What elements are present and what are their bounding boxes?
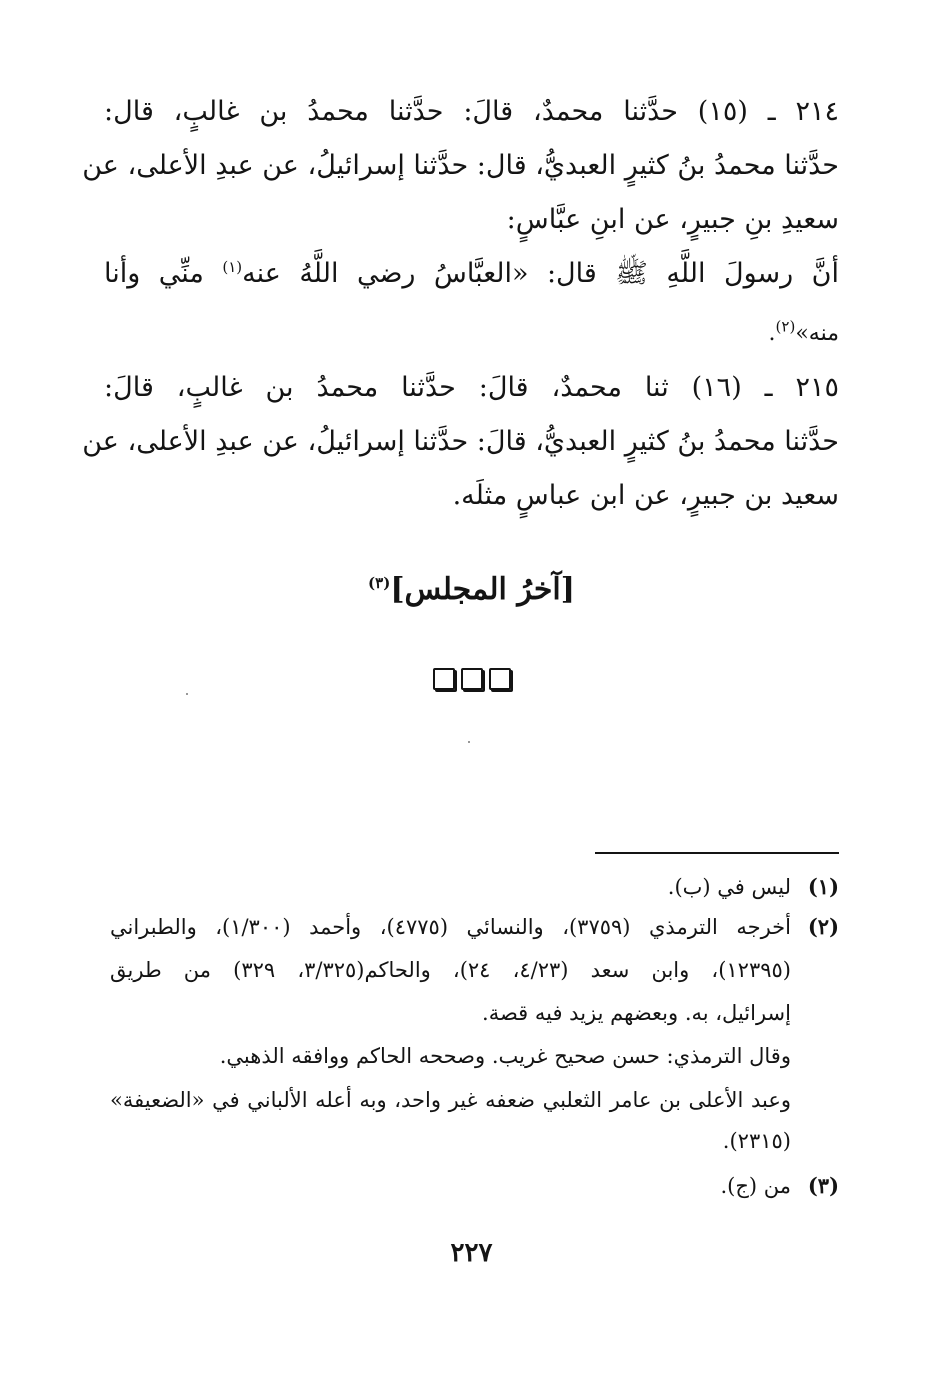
hadith-214-line-2: حدَّثنا محمدُ بنُ كثيرٍ العبديُّ، قال: حدَّثنا إسرائيلُ، عن عبدِ الأعلى، عن: [82, 150, 839, 181]
page-number: ٢٢٧: [450, 1238, 493, 1268]
hadith-214-line-4-text-b: منِّي وأنا: [104, 258, 223, 289]
square-ornament-icon: [489, 668, 511, 690]
footnote-1-number: (١): [807, 874, 839, 899]
footnote-2-line-4: وقال الترمذي: حسن صحيح غريب. وصححه الحاكم ووافقه الذهبي.: [219, 1044, 791, 1068]
footnote-2-line-6: (٢٣١٥).: [722, 1129, 791, 1153]
hadith-215-line-2: حدَّثنا محمدُ بنُ كثيرٍ العبديُّ، قالَ: حدَّثنا إسرائيلُ، عن عبدِ الأعلى، عن: [82, 426, 839, 457]
hadith-215-line-1: ٢١٥ ـ (١٦) ثنا محمدٌ، قالَ: حدَّثنا محمدُ بن غالبٍ، قالَ:: [104, 372, 839, 403]
hadith-214-line-5: [104, 314, 839, 354]
footnote-ref-3[interactable]: (٣): [368, 574, 391, 592]
footnote-2-line-5: وعبد الأعلى بن عامر الثعلبي ضعفه غير واحد، وبه أعله الألباني في «الضعيفة»: [110, 1088, 791, 1112]
hadith-214-line-4-text-a: أنَّ رسولَ اللَّهِ ﷺ قال: «العبَّاسُ رضي اللَّهُ عنه: [242, 258, 839, 289]
hadith-214-line-5-text-a: منه»: [795, 321, 839, 346]
hadith-214-line-4: [104, 254, 839, 294]
footnote-ref-1[interactable]: (١): [222, 258, 243, 276]
section-end-heading: [0, 572, 943, 607]
footnote-2-line-3: إسرائيل، به. وبعضهم يزيد فيه قصة.: [482, 1001, 791, 1025]
square-ornament-icon: [433, 668, 455, 690]
square-ornament-icon: [461, 668, 483, 690]
footnote-2-number: (٢): [807, 914, 839, 939]
footnote-2-line-1: أخرجه الترمذي (٣٧٥٩)، والنسائي (٤٧٧٥)، وأحمد (١/٣٠٠)، والطبراني: [110, 915, 791, 939]
ornament-separator: [0, 668, 943, 694]
hadith-214-line-5-text-b: .: [768, 321, 776, 346]
footnote-1-text: ليس في (ب).: [667, 875, 791, 899]
hadith-214-line-1: ٢١٤ ـ (١٥) حدَّثنا محمدٌ، قالَ: حدَّثنا محمدُ بن غالبٍ، قال:: [104, 96, 839, 127]
print-speck: [186, 693, 188, 695]
footnote-3-text: من (ج).: [720, 1174, 791, 1198]
hadith-215-line-3: سعيد بن جبيرٍ، عن ابن عباسٍ مثلَه.: [452, 480, 839, 511]
footnote-ref-2[interactable]: (٢): [775, 317, 796, 336]
footnote-3-number: (٣): [807, 1173, 839, 1198]
print-speck: [468, 741, 470, 743]
footnote-separator-rule: [595, 852, 839, 854]
footnote-2-line-2: (١٢٣٩٥)، وابن سعد (٤/٢٣، ٢٤)، والحاكم(٣/٣٢٥، ٣٢٩) من طريق: [110, 958, 791, 982]
hadith-214-line-3: سعيدِ بنِ جبيرٍ، عن ابنِ عبَّاسٍ:: [506, 204, 839, 235]
section-end-heading-text: [آخرُ المجلس]: [390, 572, 575, 607]
